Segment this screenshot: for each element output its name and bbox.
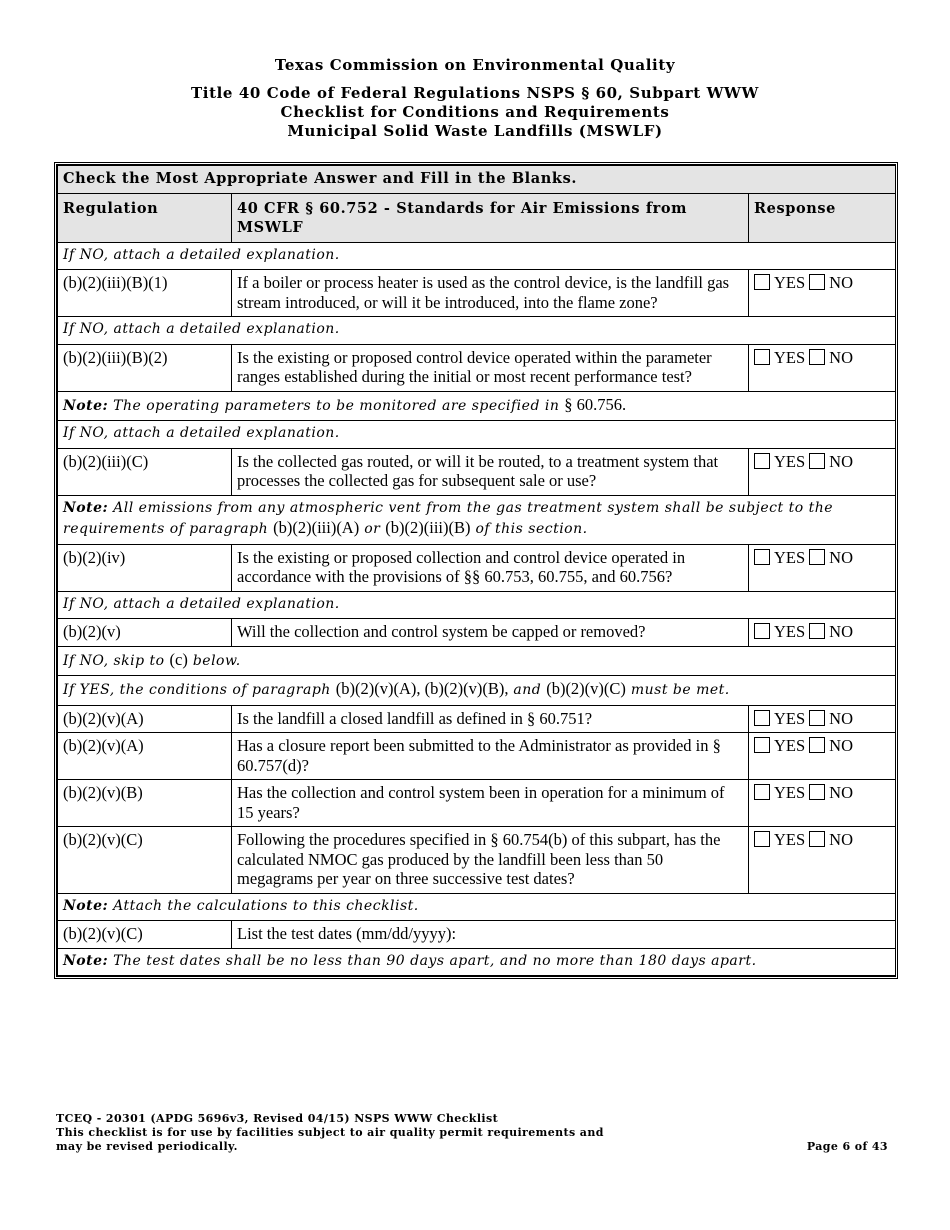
no-checkbox[interactable] (809, 737, 825, 753)
response-cell (749, 344, 896, 391)
table-row (58, 317, 896, 345)
no-label: NO (829, 273, 854, 292)
table-row (58, 646, 896, 676)
note-text: All emissions from any atmospheric vent from the gas treatment system shall be subject to the requirements of paragraph (63, 499, 834, 537)
table-row (58, 344, 896, 391)
title-line-1: Title 40 Code of Federal Regulations NSPS § 60, Subpart WWW (191, 84, 759, 102)
yes-label: YES (774, 622, 806, 641)
note-text: The operating parameters to be monitored are specified in (113, 397, 560, 414)
instruction-cell (58, 421, 896, 449)
no-checkbox[interactable] (809, 349, 825, 365)
no-checkbox[interactable] (809, 453, 825, 469)
no-label: NO (829, 830, 854, 849)
table-row (58, 705, 896, 733)
regulation-cell: (b)(2)(v)(C) (58, 921, 232, 949)
regulation-cell: (b)(2)(v)(C) (58, 827, 232, 894)
regulation-cell: (b)(2)(iii)(B)(1) (58, 270, 232, 317)
checklist-table (57, 165, 896, 976)
yes-checkbox[interactable] (754, 710, 770, 726)
checklist-frame (54, 162, 898, 979)
table-row (58, 448, 896, 495)
instruction-text: and (513, 682, 542, 698)
instruction-cell (58, 646, 896, 676)
column-header-regulation: Regulation (58, 193, 232, 242)
instruction-text: If YES, the conditions of paragraph (63, 682, 331, 698)
instructions-banner: Check the Most Appropriate Answer and Fill in the Blanks. (58, 166, 896, 194)
instruction-text: If NO, attach a detailed explanation. (63, 321, 340, 337)
table-row (58, 733, 896, 780)
instruction-text: If NO, skip to (63, 652, 165, 669)
no-checkbox[interactable] (809, 831, 825, 847)
instruction-text: If NO, attach a detailed explanation. (63, 246, 340, 263)
regulation-cell: (b)(2)(v) (58, 619, 232, 647)
table-row (58, 780, 896, 827)
instruction-cell (58, 317, 896, 345)
note-reference: (b)(2)(iii)(B) (385, 518, 471, 537)
table-row (58, 270, 896, 317)
yes-checkbox[interactable] (754, 737, 770, 753)
fill-in-cell[interactable]: List the test dates (mm/dd/yyyy): (232, 921, 896, 949)
question-cell: Is the landfill a closed landfill as defined in § 60.751? (232, 705, 749, 733)
table-row (58, 676, 896, 706)
footer-note-1: This checklist is for use by facilities subject to air quality permit requirements and (56, 1126, 604, 1139)
question-cell: Is the existing or proposed collection and control device operated in accordance with the provisions of §§ 60.753, 60.755, and 60.756? (232, 544, 749, 591)
document-footer (56, 1112, 888, 1154)
response-cell (749, 619, 896, 647)
note-label: Note: (63, 397, 109, 414)
title-line-2: Checklist for Conditions and Requirements (280, 103, 670, 121)
table-row (58, 827, 896, 894)
column-header-standard: 40 CFR § 60.752 - Standards for Air Emissions from MSWLF (232, 193, 749, 242)
question-cell: Following the procedures specified in § 60.754(b) of this subpart, has the calculated NMOC gas produced by the landfill been less than 50 megagrams per year on three successive test dates? (232, 827, 749, 894)
note-label: Note: (63, 897, 109, 914)
regulation-cell: (b)(2)(iii)(C) (58, 448, 232, 495)
table-row (58, 544, 896, 591)
table-row (58, 591, 896, 619)
instruction-cell (58, 591, 896, 619)
response-cell (749, 544, 896, 591)
no-label: NO (829, 783, 854, 802)
regulation-cell: (b)(2)(v)(A) (58, 733, 232, 780)
yes-checkbox[interactable] (754, 453, 770, 469)
note-cell (58, 893, 896, 921)
no-checkbox[interactable] (809, 274, 825, 290)
yes-label: YES (774, 708, 806, 728)
table-row (58, 893, 896, 921)
footer-note-2: may be revised periodically. (56, 1140, 238, 1153)
instruction-text: must be met. (630, 682, 730, 698)
response-cell (749, 448, 896, 495)
yes-label: YES (774, 451, 806, 471)
yes-checkbox[interactable] (754, 831, 770, 847)
page-number: Page 6 of 43 (806, 1140, 888, 1153)
note-reference: § 60.756. (564, 394, 627, 414)
table-row (58, 421, 896, 449)
no-label: NO (829, 347, 854, 367)
note-text: Attach the calculations to this checklist. (113, 897, 419, 914)
yes-checkbox[interactable] (754, 274, 770, 290)
instruction-cell (58, 242, 896, 270)
note-reference: (b)(2)(iii)(A) (273, 518, 360, 537)
no-label: NO (829, 708, 854, 728)
yes-label: YES (774, 783, 806, 802)
no-checkbox[interactable] (809, 623, 825, 639)
table-row (58, 495, 896, 544)
instruction-cell (58, 676, 896, 706)
regulation-cell: (b)(2)(v)(A) (58, 705, 232, 733)
question-cell: Has the collection and control system been in operation for a minimum of 15 years? (232, 780, 749, 827)
instruction-text: If NO, attach a detailed explanation. (63, 595, 340, 612)
regulation-cell: (b)(2)(iii)(B)(2) (58, 344, 232, 391)
yes-checkbox[interactable] (754, 349, 770, 365)
table-row (58, 242, 896, 270)
yes-checkbox[interactable] (754, 549, 770, 565)
question-cell: Will the collection and control system be capped or removed? (232, 619, 749, 647)
footer-form-id: TCEQ - 20301 (APDG 5696v3, Revised 04/15) NSPS WWW Checklist (56, 1112, 499, 1125)
no-label: NO (829, 451, 854, 471)
no-checkbox[interactable] (809, 549, 825, 565)
note-cell (58, 948, 896, 976)
note-cell (58, 495, 896, 544)
note-cell (58, 391, 896, 421)
table-row (58, 619, 896, 647)
table-row (58, 391, 896, 421)
table-row (58, 948, 896, 976)
regulation-cell: (b)(2)(v)(B) (58, 780, 232, 827)
response-cell (749, 705, 896, 733)
note-text: of this section. (475, 521, 588, 537)
note-text: or (364, 521, 381, 537)
table-row (58, 921, 896, 949)
yes-checkbox[interactable] (754, 784, 770, 800)
regulation-cell: (b)(2)(iv) (58, 544, 232, 591)
no-label: NO (829, 547, 854, 567)
note-label: Note: (63, 952, 109, 969)
agency-name: Texas Commission on Environmental Quality (274, 56, 676, 74)
no-label: NO (829, 736, 854, 755)
yes-label: YES (774, 830, 806, 849)
question-cell: Is the collected gas routed, or will it be routed, to a treatment system that processes the collected gas for subsequent sale or use? (232, 448, 749, 495)
no-label: NO (829, 622, 854, 641)
question-cell: Has a closure report been submitted to the Administrator as provided in § 60.757(d)? (232, 733, 749, 780)
yes-label: YES (774, 547, 806, 567)
question-cell: Is the existing or proposed control device operated within the parameter ranges established during the initial or most recent performance test? (232, 344, 749, 391)
response-cell (749, 733, 896, 780)
title-line-3: Municipal Solid Waste Landfills (MSWLF) (287, 122, 663, 140)
response-cell (749, 270, 896, 317)
instruction-reference: (b)(2)(v)(C) (546, 679, 626, 698)
instruction-reference: (b)(2)(v)(A), (b)(2)(v)(B), (335, 679, 509, 698)
header-row (58, 193, 896, 242)
instruction-text: below. (192, 652, 241, 669)
yes-checkbox[interactable] (754, 623, 770, 639)
question-cell: If a boiler or process heater is used as the control device, is the landfill gas stream introduced, or will it be introduced, into the flame zone? (232, 270, 749, 317)
no-checkbox[interactable] (809, 784, 825, 800)
response-cell (749, 780, 896, 827)
yes-label: YES (774, 736, 806, 755)
yes-label: YES (774, 347, 806, 367)
banner-row (58, 166, 896, 194)
column-header-response: Response (749, 193, 896, 242)
document-header (0, 56, 950, 141)
yes-label: YES (774, 273, 806, 292)
response-cell (749, 827, 896, 894)
note-text: The test dates shall be no less than 90 days apart, and no more than 180 days apart. (113, 952, 757, 969)
instruction-text: If NO, attach a detailed explanation. (63, 425, 340, 441)
instruction-reference: (c) (169, 649, 188, 669)
note-label: Note: (63, 499, 109, 516)
no-checkbox[interactable] (809, 710, 825, 726)
